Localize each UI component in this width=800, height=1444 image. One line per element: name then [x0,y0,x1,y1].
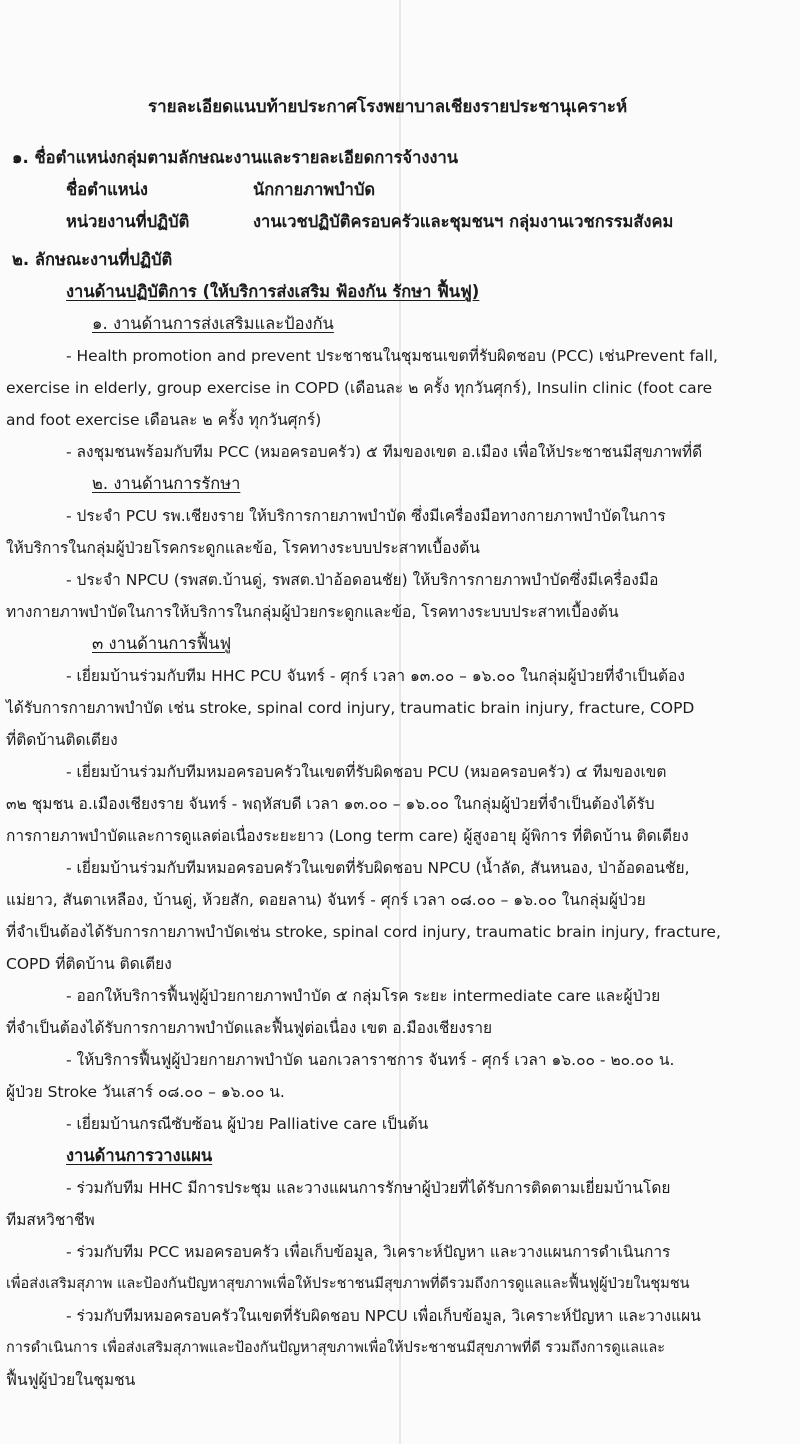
rehab-line-13: - ให้บริการฟื้นฟูผู้ป่วยกายภาพบำบัด นอกเวลาราชการ จันทร์ - ศุกร์ เวลา ๑๖.๐๐ - ๒๐.๐๐ น. [66,1051,675,1069]
promotion-heading: ๑. งานด้านการส่งเสริมและป้องกัน [92,314,334,333]
rehab-line-5: ๓๒ ชุมชน อ.เมืองเชียงราย จันทร์ - พฤหัสบดี เวลา ๑๓.๐๐ – ๑๖.๐๐ ในกลุ่มผู้ป่วยที่จำเป็นต้องได้รับ [6,795,655,813]
planning-line-2: ทีมสหวิชาชีพ [6,1211,95,1229]
promotion-line-2: exercise in elderly, group exercise in COPD (เดือนละ ๒ ครั้ง ทุกวันศุกร์), Insulin clinic (foot care [6,379,713,397]
rehab-line-4: - เยี่ยมบ้านร่วมกับทีมหมอครอบครัวในเขตที่รับผิดชอบ PCU (หมอครอบครัว) ๔ ทีมของเขต [66,763,667,781]
rehab-line-2: ได้รับการกายภาพบำบัด เช่น stroke, spinal cord injury, traumatic brain injury, fracture, COPD [6,699,695,717]
rehab-line-6: การกายภาพบำบัดและการดูแลต่อเนื่องระยะยาว (Long term care) ผู้สูงอายุ ผู้พิการ ที่ติดบ้าน ติดเตียง [6,827,689,845]
promotion-line-3: and foot exercise เดือนละ ๒ ครั้ง ทุกวันศุกร์) [6,411,322,429]
position-value: นักกายภาพบำบัด [253,180,376,199]
position-label: ชื่อตำแหน่ง [66,180,148,199]
section2-heading: ๒. ลักษณะงานที่ปฏิบัติ [12,250,173,269]
treatment-line-1: - ประจำ PCU รพ.เชียงราย ให้บริการกายภาพบำบัด ซึ่งมีเครื่องมือทางกายภาพบำบัดในการ [66,507,666,525]
planning-line-5: - ร่วมกับทีมหมอครอบครัวในเขตที่รับผิดชอบ NPCU เพื่อเก็บข้อมูล, วิเคราะห์ปัญหา และวางแผน [66,1307,701,1325]
unit-value: งานเวชปฏิบัติครอบครัวและชุมชนฯ กลุ่มงานเวชกรรมสังคม [253,212,674,231]
treatment-line-4: ทางกายภาพบำบัดในการให้บริการในกลุ่มผู้ป่วยกระดูกและข้อ, โรคทางระบบประสาทเบื้องต้น [6,603,619,621]
promotion-line-1: - Health promotion and prevent ประชาชนในชุมชนเขตที่รับผิดชอบ (PCC) เช่นPrevent fall, [66,347,718,365]
rehab-line-1: - เยี่ยมบ้านร่วมกับทีม HHC PCU จันทร์ - ศุกร์ เวลา ๑๓.๐๐ – ๑๖.๐๐ ในกลุ่มผู้ป่วยที่จำเป็นต้อง [66,667,685,685]
rehab-line-12: ที่จำเป็นต้องได้รับการกายภาพบำบัดและฟื้นฟูต่อเนื่อง เขต อ.มืองเชียงราย [6,1019,493,1037]
rehab-line-14: ผู้ป่วย Stroke วันเสาร์ ๐๘.๐๐ – ๑๖.๐๐ น. [6,1083,285,1101]
promotion-line-4: - ลงชุมชนพร้อมกับทีม PCC (หมอครอบครัว) ๕ ทีมของเขต อ.เมือง เพื่อให้ประชาชนมีสุขภาพที่ดี [66,443,703,461]
planning-heading: งานด้านการวางแผน [66,1146,213,1165]
rehab-line-8: แม่ยาว, สันตาเหลือง, บ้านดู่, ห้วยสัก, ดอยลาน) จันทร์ - ศุกร์ เวลา ๐๘.๐๐ – ๑๖.๐๐ ในกลุ่มผู้ป่วย [6,891,646,909]
rehab-line-10: COPD ที่ติดบ้าน ติดเตียง [6,955,172,973]
rehab-line-9: ที่จำเป็นต้องได้รับการกายภาพบำบัดเช่น stroke, spinal cord injury, traumatic brain injury, fracture, [6,923,721,941]
treatment-line-3: - ประจำ NPCU (รพสต.บ้านดู่, รพสต.ป่าอ้อดอนชัย) ให้บริการกายภาพบำบัดซึ่งมีเครื่องมือ [66,571,659,589]
planning-line-6: การดำเนินการ เพื่อส่งเสริมสุภาพและป้องกันปัญหาสุขภาพเพื่อให้ประชาชนมีสุขภาพที่ดี รวมถึงการดูแลและ [6,1340,666,1356]
unit-label: หน่วยงานที่ปฏิบัติ [66,212,190,231]
rehab-line-11: - ออกให้บริการฟื้นฟูผู้ป่วยกายภาพบำบัด ๕ กลุ่มโรค ระยะ intermediate care และผู้ป่วย [66,987,661,1005]
rehab-heading: ๓ งานด้านการฟื้นฟู [92,634,232,653]
planning-line-3: - ร่วมกับทีม PCC หมอครอบครัว เพื่อเก็บข้อมูล, วิเคราะห์ปัญหา และวางแผนการดำเนินการ [66,1243,671,1261]
treatment-line-2: ให้บริการในกลุ่มผู้ป่วยโรคกระดูกและข้อ, โรคทางระบบประสาทเบื้องต้น [6,539,480,557]
document-title: รายละเอียดแนบท้ายประกาศโรงพยาบาลเชียงรายประชานุเคราะห์ [148,97,628,117]
treatment-heading: ๒. งานด้านการรักษา [92,474,241,493]
section1-heading: ๑. ชื่อตำแหน่งกลุ่มตามลักษณะงานและรายละเอียดการจ้างงาน [12,148,459,167]
planning-line-7: ฟื้นฟูผู้ป่วยในชุมชน [6,1371,136,1389]
rehab-line-7: - เยี่ยมบ้านร่วมกับทีมหมอครอบครัวในเขตที่รับผิดชอบ NPCU (น้ำลัด, สันหนอง, ป่าอ้อดอนชัย, [66,859,690,877]
rehab-line-3: ที่ติดบ้านติดเตียง [6,731,118,749]
planning-line-4: เพื่อส่งเสริมสุภาพ และป้องกันปัญหาสุขภาพเพื่อให้ประชาชนมีสุขภาพที่ดีรวมถึงการดูแลและฟื้นฟูผู้ป่วยในชุมชน [6,1276,690,1292]
planning-line-1: - ร่วมกับทีม HHC มีการประชุม และวางแผนการรักษาผู้ป่วยที่ได้รับการติดตามเยี่ยมบ้านโดย [66,1179,671,1197]
operations-heading: งานด้านปฏิบัติการ (ให้บริการส่งเสริม ฟ้องกัน รักษา ฟื้นฟู) [66,282,480,301]
rehab-line-15: - เยี่ยมบ้านกรณีซับซ้อน ผู้ป่วย Palliative care เป็นต้น [66,1115,429,1133]
